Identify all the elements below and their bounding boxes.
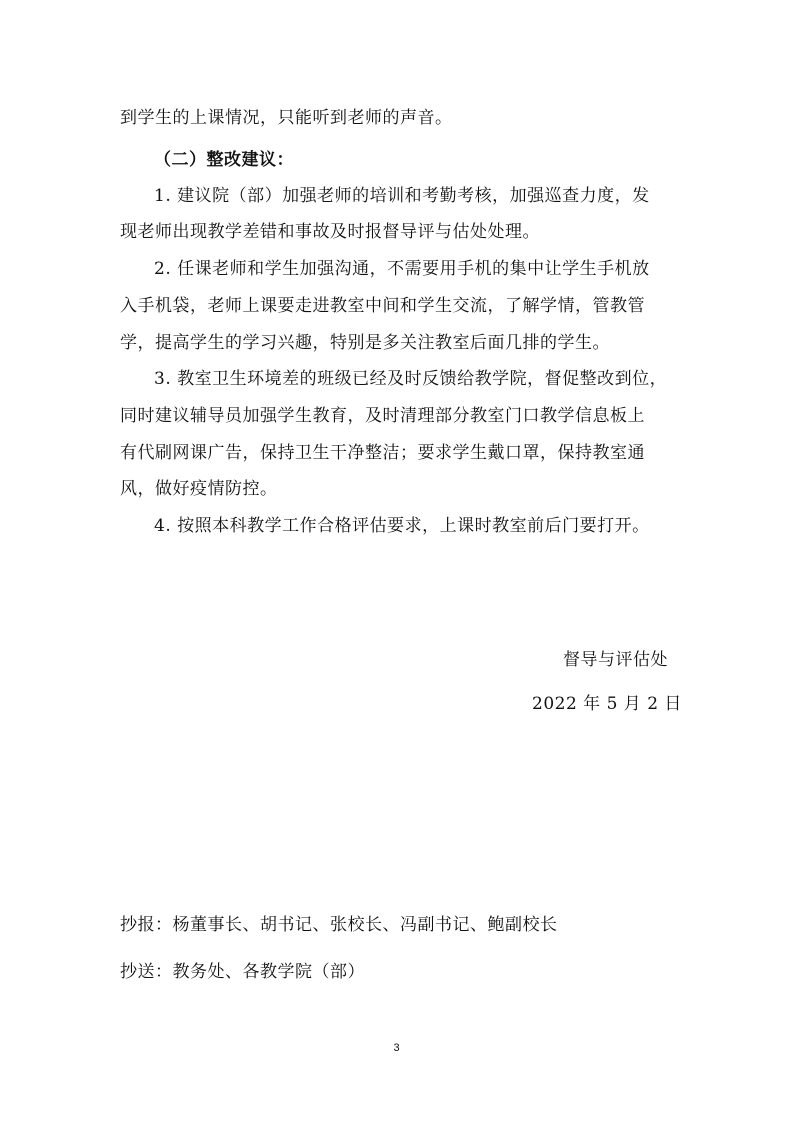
cc-send: 抄送：教务处、各教学院（部） (120, 962, 365, 982)
item-2-line-2: 入手机袋，老师上课要走进教室中间和学生交流，了解学情，管教管 (120, 296, 645, 316)
item-2-line-3: 学，提高学生的学习兴趣，特别是多关注教室后面几排的学生。 (120, 333, 610, 353)
signature-date: 2022 年 5 月 2 日 (532, 694, 682, 714)
cc-report: 抄报：杨董事长、胡书记、张校长、冯副书记、鲍副校长 (120, 915, 558, 935)
item-4-line-1: 4. 按照本科教学工作合格评估要求，上课时教室前后门要打开。 (154, 516, 650, 536)
item-1-line-2: 现老师出现教学差错和事故及时报督导评与估处处理。 (120, 222, 540, 242)
item-3-line-2: 同时建议辅导员加强学生教育，及时清理部分教室门口教学信息板上 (120, 406, 645, 426)
document-body (120, 0, 680, 560)
item-3-line-3: 有代刷网课广告，保持卫生干净整洁；要求学生戴口罩，保持教室通 (120, 443, 645, 463)
signature-office: 督导与评估处 (563, 650, 668, 670)
item-1-line-1: 1. 建议院（部）加强老师的培训和考勤考核，加强巡查力度，发 (154, 186, 650, 206)
page-number: 3 (393, 1042, 400, 1054)
item-2-line-1: 2. 任课老师和学生加强沟通，不需要用手机的集中让学生手机放 (154, 259, 650, 279)
body-line-1: 到学生的上课情况，只能听到老师的声音。 (120, 108, 453, 128)
item-3-line-1: 3. 教室卫生环境差的班级已经及时反馈给教学院，督促整改到位， (154, 369, 668, 389)
item-3-line-4: 风，做好疫情防控。 (120, 479, 278, 499)
section-heading: （二）整改建议： (154, 150, 294, 170)
